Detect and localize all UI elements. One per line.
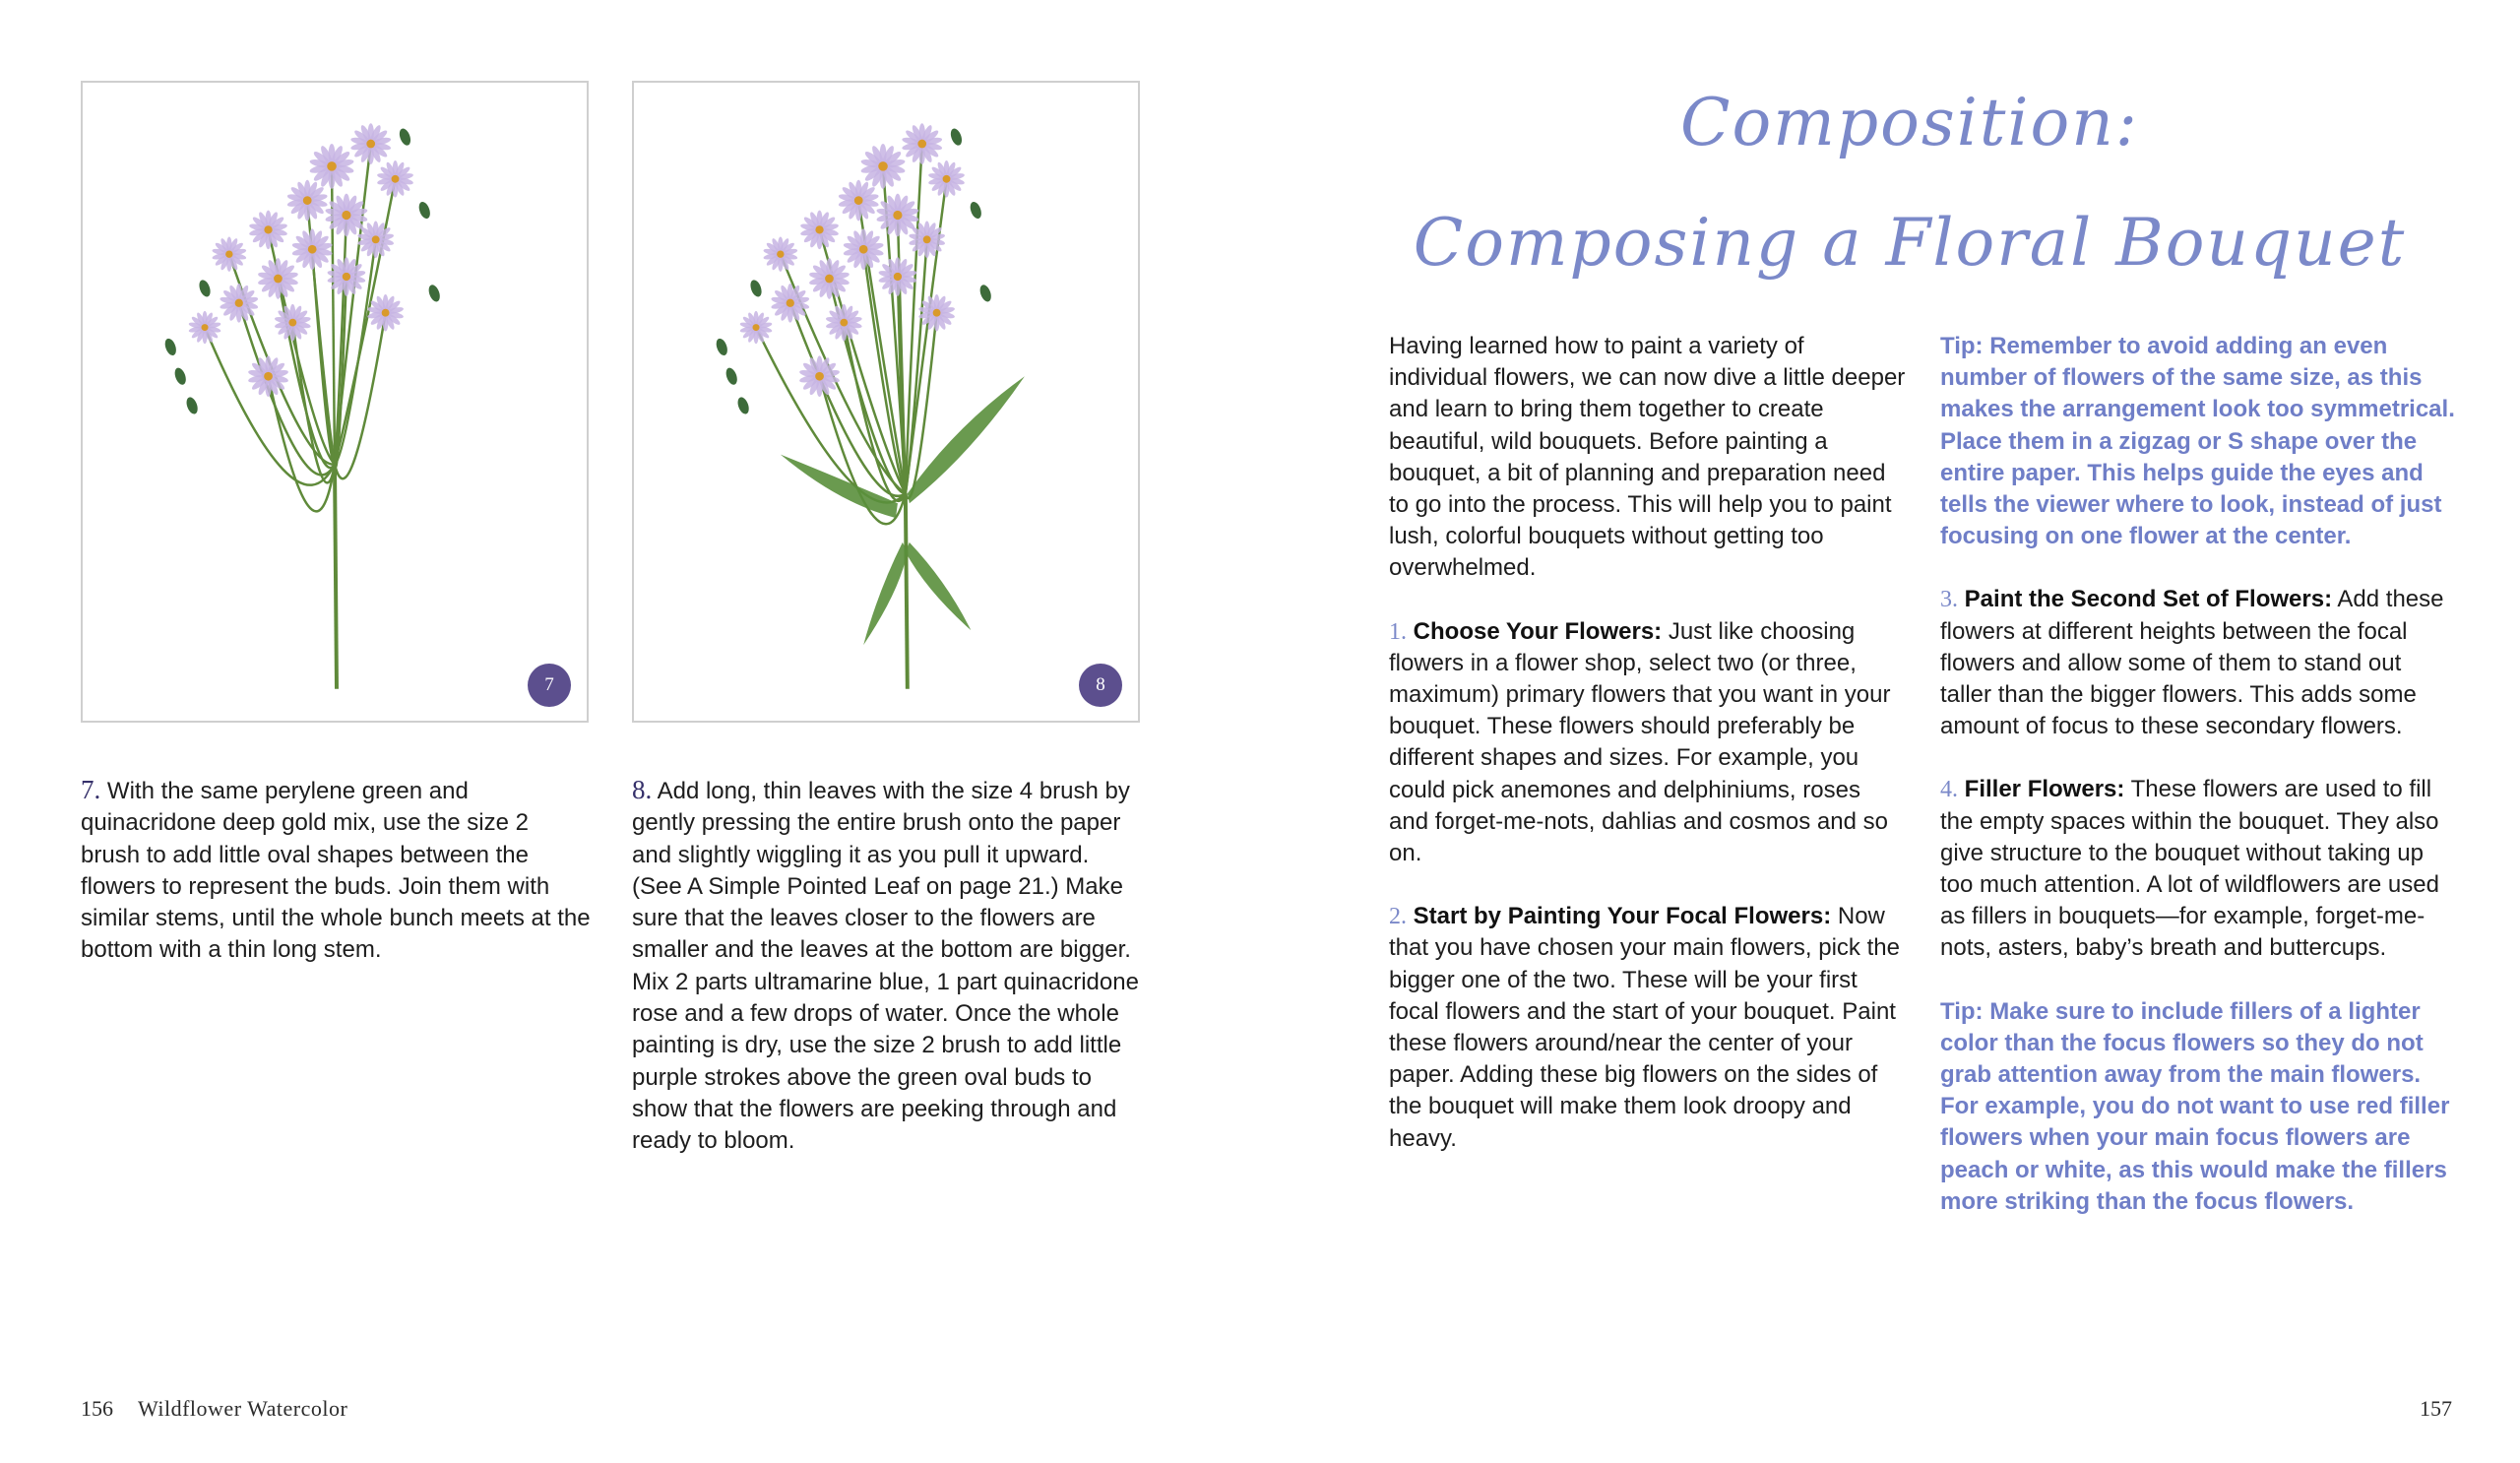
flower-center bbox=[225, 250, 232, 257]
step-3-body: Add these flowers at different heights between the focal flowers and allow some of them to stand out taller than the bigger flowers. This adds some amount of focus to these secondary flowers. bbox=[1940, 586, 2444, 740]
caption-step-7 bbox=[81, 774, 593, 967]
flower-center bbox=[343, 273, 350, 281]
flower-center bbox=[943, 175, 951, 183]
flower-center bbox=[753, 324, 760, 331]
flower-center bbox=[933, 309, 941, 317]
step-2-body: Now that you have chosen your main flowers, pick the bigger one of the two. These will be your first focal flowers and the start of your bouquet. Paint these flowers around/near the center of your paper. Adding these big flowers on the sides of the bouquet will make them look droopy and heavy. bbox=[1389, 903, 1900, 1152]
flower-center bbox=[202, 324, 209, 331]
flower-center bbox=[327, 161, 337, 171]
flower-center bbox=[372, 235, 380, 243]
chapter-subtitle: Composing a Floral Bouquet bbox=[1413, 205, 2407, 281]
step-4-heading: Filler Flowers: bbox=[1964, 776, 2125, 803]
tip-fillers: Tip: Make sure to include fillers of a lighter color than the focus flowers so they do not grab attention away from the main flowers. For example, you do not want to use red filler flowers when your main focus flowers are peach or white, as this would make the fillers more striking than the focus flowers. bbox=[1940, 997, 2450, 1215]
aster-flower bbox=[800, 211, 840, 250]
aster-flower bbox=[350, 123, 392, 164]
flower-bud bbox=[949, 127, 964, 147]
aster-flower bbox=[825, 304, 862, 342]
aster-flower bbox=[843, 228, 884, 270]
aster-flower bbox=[878, 257, 917, 296]
page-number-right: 157 bbox=[2420, 1396, 2452, 1421]
flower-bud bbox=[163, 337, 178, 356]
text-column-left bbox=[1389, 331, 1906, 1186]
flower-center bbox=[264, 372, 273, 381]
flower-bud bbox=[184, 396, 199, 415]
aster-flower bbox=[377, 160, 414, 198]
caption-7-text: With the same perylene green and quinacridone deep gold mix, use the size 2 brush to add little oval shapes between the flowers to represent the buds. Join them with similar stems, until the whole bunch meets at the bottom with a thin long stem. bbox=[81, 778, 591, 964]
aster-flower bbox=[274, 304, 311, 342]
step-3-heading: Paint the Second Set of Flowers: bbox=[1964, 586, 2333, 613]
caption-step-8 bbox=[632, 774, 1144, 1158]
stem-line bbox=[906, 144, 922, 493]
leaf-shape bbox=[863, 542, 908, 645]
flower-center bbox=[342, 211, 350, 220]
flower-center bbox=[894, 273, 902, 281]
tip-symmetry: Tip: Remember to avoid adding an even number of flowers of the same size, as this makes the arrangement look too symmetrical. Place them in a zigzag or S shape over the entire paper. This helps guide the eyes and tells the viewer where to look, instead of just focusing on one flower at the center. bbox=[1940, 333, 2455, 550]
stem-line bbox=[205, 328, 335, 485]
flower-bud bbox=[173, 366, 188, 386]
flower-center bbox=[787, 299, 794, 307]
flower-center bbox=[854, 196, 863, 205]
flower-center bbox=[392, 175, 400, 183]
flower-center bbox=[274, 275, 283, 284]
page-number-left: 156 bbox=[81, 1396, 113, 1421]
flower-bud bbox=[724, 366, 739, 386]
stem-line bbox=[292, 323, 335, 483]
aster-flower bbox=[763, 236, 798, 271]
flower-bud bbox=[417, 200, 432, 220]
step-4-number: 4. bbox=[1940, 777, 1958, 803]
aster-flower bbox=[739, 311, 773, 344]
flower-center bbox=[893, 211, 902, 220]
step-1-body: Just like choosing flowers in a flower shop, select two (or three, maximum) primary flowers that you want in your bouquet. These flowers should preferably be different shapes and sizes. For example, you could pick anemones and delphiniums, roses and forget-me-nots, dahlias and cosmos and so on. bbox=[1389, 617, 1891, 867]
flower-bud bbox=[748, 279, 763, 298]
aster-flower bbox=[291, 228, 333, 270]
aster-flower bbox=[771, 284, 810, 323]
aster-flower bbox=[248, 355, 289, 397]
flower-center bbox=[288, 319, 296, 327]
chapter-title: Composition: bbox=[1680, 85, 2139, 160]
flower-center bbox=[923, 235, 931, 243]
caption-8-number: 8. bbox=[632, 775, 653, 804]
aster-sprig-leaves-illustration bbox=[634, 83, 1138, 721]
flower-center bbox=[815, 372, 824, 381]
aster-flower bbox=[249, 211, 288, 250]
step-1-heading: Choose Your Flowers: bbox=[1413, 617, 1663, 645]
flower-bud bbox=[715, 337, 729, 356]
flower-center bbox=[308, 245, 317, 254]
aster-flower bbox=[928, 160, 966, 198]
step-2-number: 2. bbox=[1389, 904, 1407, 930]
step-badge-7: 7 bbox=[528, 664, 571, 707]
main-stem bbox=[906, 493, 908, 688]
flower-bud bbox=[977, 284, 992, 303]
step-badge-8: 8 bbox=[1079, 664, 1122, 707]
step-4-body: These flowers are used to fill the empty spaces within the bouquet. They also give structure to the bouquet without taking up too much attention. A lot of wildflowers are used as fillers in bouquets—for example, forget-me-nots, asters, baby’s breath and buttercups. bbox=[1940, 776, 2439, 962]
main-stem bbox=[335, 465, 337, 689]
flower-center bbox=[303, 196, 312, 205]
flower-center bbox=[777, 250, 784, 257]
step-4-paragraph bbox=[1940, 774, 2457, 964]
text-column-right bbox=[1940, 331, 2457, 1249]
aster-flower bbox=[902, 123, 943, 164]
figure-8-frame bbox=[632, 81, 1140, 723]
flower-center bbox=[917, 140, 926, 149]
caption-7-number: 7. bbox=[81, 775, 101, 804]
flower-bud bbox=[398, 127, 412, 147]
step-3-number: 3. bbox=[1940, 587, 1958, 613]
step-2-paragraph bbox=[1389, 901, 1906, 1155]
flower-center bbox=[366, 140, 375, 149]
flower-bud bbox=[735, 396, 750, 415]
caption-8-text: Add long, thin leaves with the size 4 brush by gently pressing the entire brush onto the paper and slightly wiggling it as you pull it upward. (See A Simple Pointed Leaf on page 21.) Make sure that the leaves closer to the flowers are smaller and the leaves at the bottom are bigger. Mix 2 parts ultramarine blue, 1 part quinacridone rose and a few drops of water. Once the whole painting is dry, use the size 2 brush to add little purple strokes above the green oval buds to show that the flowers are peeking through and ready to bloom. bbox=[632, 778, 1139, 1155]
step-1-paragraph bbox=[1389, 616, 1906, 870]
aster-sprig-buds-illustration bbox=[83, 83, 587, 721]
flower-center bbox=[815, 225, 823, 233]
flower-bud bbox=[426, 284, 441, 303]
aster-flower bbox=[367, 294, 405, 332]
aster-flower bbox=[808, 258, 850, 299]
flower-center bbox=[264, 225, 272, 233]
aster-flower bbox=[188, 311, 221, 344]
flower-center bbox=[859, 245, 868, 254]
step-3-paragraph bbox=[1940, 584, 2457, 742]
flower-center bbox=[235, 299, 243, 307]
figure-7-frame bbox=[81, 81, 589, 723]
aster-flower bbox=[257, 258, 298, 299]
flower-center bbox=[382, 309, 390, 317]
leaf-shape bbox=[906, 542, 971, 630]
flower-center bbox=[878, 161, 888, 171]
running-title: Wildflower Watercolor bbox=[138, 1396, 348, 1421]
step-1-number: 1. bbox=[1389, 618, 1407, 645]
flower-bud bbox=[969, 200, 983, 220]
flower-center bbox=[825, 275, 834, 284]
step-2-heading: Start by Painting Your Focal Flowers: bbox=[1413, 903, 1832, 930]
leaf-shape bbox=[908, 376, 1025, 503]
flower-bud bbox=[197, 279, 212, 298]
aster-flower bbox=[212, 236, 247, 271]
intro-paragraph: Having learned how to paint a variety of individual flowers, we can now dive a little deeper and learn to bring them together to create beautiful, wild bouquets. Before painting a bouquet, a bit of planning and preparation need to go into the process. This will help you to paint lush, colorful bouquets without getting too overwhelmed. bbox=[1389, 333, 1906, 582]
flower-center bbox=[840, 319, 848, 327]
